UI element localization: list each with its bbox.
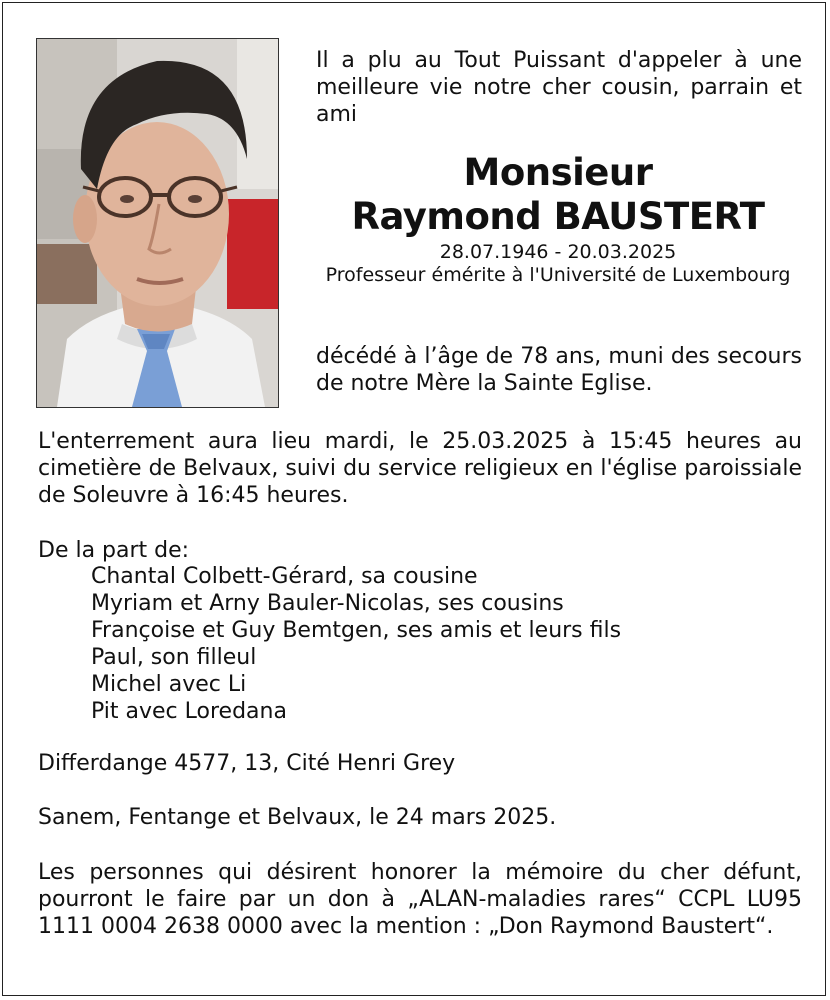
title-block [303, 151, 813, 287]
deceased-name: Raymond BAUSTERT [351, 195, 765, 238]
obituary-notice [2, 2, 826, 996]
portrait-illustration [37, 39, 278, 407]
list-item: Michel avec Li [91, 672, 247, 697]
list-item: Pit avec Loredana [91, 699, 287, 724]
professional-title: Professeur émérite à l'Université de Luxembourg [325, 264, 791, 286]
from-label: De la part de: [38, 538, 190, 563]
donation-text: Les personnes qui désirent honorer la mémoire du cher défunt, pourront le faire par un don à „ALAN-maladies rares“ CCPL LU95 1111 0004 2638 0000 avec la mention : „Don Raymond Baustert“. [38, 860, 802, 939]
list-item: Paul, son filleul [91, 645, 257, 670]
funeral-details: L'enterrement aura lieu mardi, le 25.03.2025 à 15:45 heures au cimetière de Belvaux, suivi du service religieux en l'église paroissiale de Soleuvre à 16:45 heures. [38, 429, 802, 508]
address: Differdange 4577, 13, Cité Henri Grey [38, 751, 456, 776]
deceased-text: décédé à l’âge de 78 ans, muni des secours de notre Mère la Sainte Eglise. [316, 344, 802, 396]
list-item: Françoise et Guy Bemtgen, ses amis et leurs fils [91, 618, 622, 643]
relatives-list [91, 563, 621, 725]
place-date: Sanem, Fentange et Belvaux, le 24 mars 2025. [38, 805, 557, 830]
portrait-photo [36, 38, 279, 408]
honorific: Monsieur [463, 151, 653, 194]
intro-text: Il a plu au Tout Puissant d'appeler à une meilleure vie notre cher cousin, parrain et ami [316, 48, 802, 127]
list-item: Myriam et Arny Bauler-Nicolas, ses cousins [91, 591, 564, 616]
list-item: Chantal Colbett-Gérard, sa cousine [91, 564, 478, 589]
life-dates: 28.07.1946 - 20.03.2025 [439, 241, 677, 263]
